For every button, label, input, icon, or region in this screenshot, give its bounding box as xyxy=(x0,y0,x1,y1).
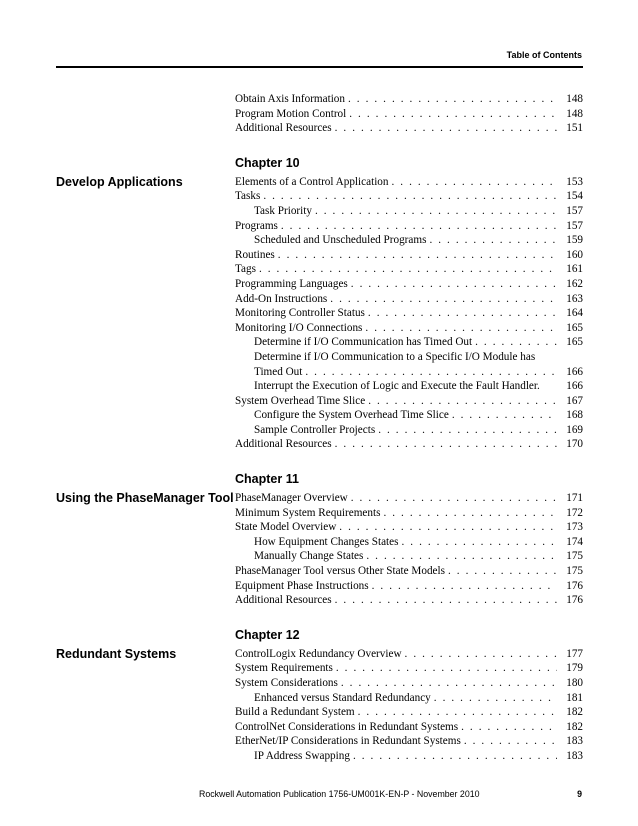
toc-entry-text: Sample Controller Projects xyxy=(254,423,376,436)
toc-entry[interactable] xyxy=(235,121,583,136)
dot-leader xyxy=(392,175,558,190)
toc-entry[interactable] xyxy=(235,204,583,219)
toc-entry-text: Enhanced versus Standard Redundancy xyxy=(254,691,431,704)
toc-entry-text: Add-On Instructions xyxy=(235,292,328,305)
toc-entry-text: Additional Resources xyxy=(235,594,332,607)
toc-entry[interactable] xyxy=(235,365,583,380)
dot-leader xyxy=(368,306,557,321)
toc-entry[interactable] xyxy=(235,705,583,720)
toc-entry[interactable] xyxy=(235,379,583,394)
toc-entry-page: 160 xyxy=(566,248,583,261)
toc-entry-page: 163 xyxy=(566,292,583,305)
toc-section xyxy=(56,623,583,764)
chapter-heading: Chapter 10 xyxy=(235,155,300,170)
dot-leader xyxy=(405,647,557,662)
toc-entry-page: 162 xyxy=(566,277,583,290)
toc-entry-page: 183 xyxy=(566,749,583,762)
dot-leader xyxy=(429,233,557,248)
toc-entry-page: 157 xyxy=(566,204,583,217)
dot-leader xyxy=(378,423,557,438)
toc-entry[interactable] xyxy=(235,506,583,521)
page-number: 9 xyxy=(577,789,582,799)
toc-entry-text: System Overhead Time Slice xyxy=(235,394,366,407)
dot-leader xyxy=(348,92,557,107)
dot-leader xyxy=(383,506,557,521)
dot-leader xyxy=(366,549,557,564)
toc-entry-list xyxy=(235,92,583,136)
toc-entry-page: 168 xyxy=(566,409,583,422)
toc-entry-text[interactable]: Determine if I/O Communication to a Specific I/O Module has xyxy=(254,350,536,363)
section-gap xyxy=(56,608,583,623)
toc-entry-page: 170 xyxy=(566,438,583,451)
toc-entry-text: Equipment Phase Instructions xyxy=(235,579,369,592)
toc-entry[interactable] xyxy=(235,394,583,409)
dot-leader xyxy=(368,394,557,409)
dot-leader xyxy=(402,535,558,550)
dot-leader xyxy=(335,121,557,136)
toc-entry-page: 164 xyxy=(566,307,583,320)
dot-leader xyxy=(339,520,557,535)
toc-entry[interactable] xyxy=(235,691,583,706)
toc-entry-text: Obtain Axis Information xyxy=(235,93,345,105)
toc-section xyxy=(56,151,583,452)
toc-entry-page: 175 xyxy=(566,565,583,578)
toc-entry[interactable] xyxy=(235,661,583,676)
toc-entry[interactable] xyxy=(235,423,583,438)
chapter-heading: Chapter 11 xyxy=(235,472,299,487)
toc-entry-page: 181 xyxy=(566,691,583,704)
toc-entry-text: System Considerations xyxy=(235,677,338,689)
toc-entry-text: Routines xyxy=(235,248,275,261)
toc-entry-text: System Requirements xyxy=(235,662,333,675)
toc-entry-text: Minimum System Requirements xyxy=(235,506,381,519)
dot-leader xyxy=(263,189,557,204)
toc-entry-page: 182 xyxy=(566,720,583,733)
toc-entry-page: 172 xyxy=(566,506,583,519)
toc-entry-page: 165 xyxy=(566,321,583,334)
dot-leader xyxy=(452,408,557,423)
dot-leader xyxy=(353,749,557,764)
dot-leader xyxy=(259,262,557,277)
toc-entry[interactable] xyxy=(235,520,583,535)
dot-leader xyxy=(335,593,557,608)
toc-entry-page: 180 xyxy=(566,677,583,689)
publication-info: Rockwell Automation Publication 1756-UM001K-EN-P - November 2010 xyxy=(199,789,480,799)
section-title: Develop Applications xyxy=(56,174,183,189)
toc-entry-text: IP Address Swapping xyxy=(254,749,350,762)
toc-section xyxy=(56,467,583,608)
dot-leader xyxy=(351,277,557,292)
toc-entry[interactable] xyxy=(235,579,583,594)
toc-entry-text: Additional Resources xyxy=(235,438,332,451)
section-title: Redundant Systems xyxy=(56,646,177,661)
toc-entry-text: EtherNet/IP Considerations in Redundant Systems xyxy=(235,735,461,748)
toc-entry-page: 175 xyxy=(566,550,583,563)
toc-entry-text: Task Priority xyxy=(254,204,312,217)
toc-entry-page: 154 xyxy=(566,190,583,203)
toc-entry-page: 171 xyxy=(566,492,583,505)
toc-entry[interactable] xyxy=(235,219,583,234)
toc-entry-page: 157 xyxy=(566,219,583,232)
dot-leader xyxy=(335,437,557,452)
dot-leader xyxy=(336,661,557,676)
dot-leader xyxy=(341,676,557,691)
toc-entry-list xyxy=(235,647,583,764)
toc-entry[interactable] xyxy=(235,189,583,204)
toc-entry-text: Build a Redundant System xyxy=(235,706,355,719)
toc-entry-page: 183 xyxy=(566,735,583,748)
toc-entry-text: Monitoring Controller Status xyxy=(235,307,365,320)
toc-entry[interactable] xyxy=(235,749,583,764)
toc-entry-text: PhaseManager Tool versus Other State Models xyxy=(235,565,445,578)
dot-leader xyxy=(305,365,557,380)
dot-leader xyxy=(330,292,557,307)
toc-entry-page: 179 xyxy=(566,662,583,675)
toc-entry-page: 159 xyxy=(566,234,583,247)
running-header-title: Table of Contents xyxy=(506,50,582,60)
toc-entry-page: 153 xyxy=(566,175,583,188)
toc-entry[interactable] xyxy=(235,647,583,662)
toc-entry-page: 176 xyxy=(566,579,583,592)
toc-entry-page: 148 xyxy=(566,93,583,105)
dot-leader xyxy=(372,579,557,594)
toc-entry-text: Additional Resources xyxy=(235,122,332,135)
toc-entry[interactable] xyxy=(235,335,583,350)
toc-entry[interactable] xyxy=(235,92,583,107)
toc-entry-page: 148 xyxy=(566,107,583,120)
toc-entry-page: 169 xyxy=(566,423,583,436)
toc-entry-text: State Model Overview xyxy=(235,521,337,534)
toc-entry[interactable] xyxy=(235,564,583,579)
toc-entry-text: Tasks xyxy=(235,190,261,203)
dot-leader xyxy=(434,691,557,706)
table-of-contents xyxy=(56,92,583,764)
toc-entry-text: PhaseManager Overview xyxy=(235,492,348,505)
toc-entry-text: Configure the System Overhead Time Slice xyxy=(254,409,449,422)
toc-entry-list xyxy=(235,175,583,452)
toc-entry-text: Programming Languages xyxy=(235,277,348,290)
dot-leader xyxy=(365,321,557,336)
toc-entry[interactable] xyxy=(235,593,583,608)
toc-entry[interactable] xyxy=(235,262,583,277)
toc-entry-text: Timed Out xyxy=(254,365,303,378)
dot-leader xyxy=(315,204,557,219)
dot-leader xyxy=(349,107,557,122)
toc-entry-page: 161 xyxy=(566,263,583,276)
chapter-heading: Chapter 12 xyxy=(235,627,300,642)
toc-entry[interactable] xyxy=(235,175,583,190)
toc-entry-list xyxy=(235,491,583,608)
toc-entry-page: 177 xyxy=(566,647,583,660)
toc-entry-text: How Equipment Changes States xyxy=(254,535,399,548)
section-gap xyxy=(56,136,583,151)
toc-entry-page: 174 xyxy=(566,535,583,548)
toc-entry-text: Programs xyxy=(235,219,278,232)
toc-entry-page: 165 xyxy=(566,336,583,349)
toc-entry[interactable] xyxy=(235,321,583,336)
toc-entry-text: Determine if I/O Communication has Timed Out xyxy=(254,336,473,349)
toc-entry-text: Elements of a Control Application xyxy=(235,175,389,188)
toc-entry-page: 166 xyxy=(566,380,583,393)
toc-entry[interactable] xyxy=(235,676,583,691)
toc-entry-text: Tags xyxy=(235,263,256,276)
toc-entry-text: ControlLogix Redundancy Overview xyxy=(235,647,402,660)
dot-leader xyxy=(278,248,557,263)
toc-entry[interactable] xyxy=(235,535,583,550)
toc-entry-text: Scheduled and Unscheduled Programs xyxy=(254,234,427,247)
toc-entry-text: Monitoring I/O Connections xyxy=(235,321,363,334)
dot-leader xyxy=(351,491,557,506)
toc-entry[interactable] xyxy=(235,233,583,248)
header-rule xyxy=(56,66,583,68)
toc-entry-text: Manually Change States xyxy=(254,550,364,563)
toc-entry-page: 182 xyxy=(566,706,583,719)
section-title: Using the PhaseManager Tool xyxy=(56,491,234,506)
toc-entry-text: Program Motion Control xyxy=(235,107,347,120)
toc-entry[interactable] xyxy=(235,437,583,452)
toc-entry[interactable] xyxy=(235,107,583,122)
dot-leader xyxy=(281,219,557,234)
toc-entry[interactable] xyxy=(235,549,583,564)
toc-entry-text: Interrupt the Execution of Logic and Execute the Fault Handler. xyxy=(254,380,540,393)
toc-entry[interactable] xyxy=(235,306,583,321)
toc-entry-page: 167 xyxy=(566,394,583,407)
toc-entry-page: 151 xyxy=(566,122,583,135)
toc-entry[interactable] xyxy=(235,277,583,292)
toc-entry-page: 173 xyxy=(566,521,583,534)
toc-entry-page: 176 xyxy=(566,594,583,607)
toc-entry[interactable] xyxy=(235,292,583,307)
dot-leader xyxy=(461,720,557,735)
toc-entry-page: 166 xyxy=(566,365,583,378)
dot-leader xyxy=(448,564,557,579)
toc-entry[interactable] xyxy=(235,248,583,263)
toc-entry[interactable] xyxy=(235,734,583,749)
toc-entry[interactable] xyxy=(235,720,583,735)
dot-leader xyxy=(358,705,557,720)
toc-section xyxy=(56,92,583,136)
dot-leader xyxy=(464,734,557,749)
dot-leader xyxy=(475,335,557,350)
toc-entry[interactable] xyxy=(235,408,583,423)
section-gap xyxy=(56,452,583,467)
toc-entry[interactable] xyxy=(235,491,583,506)
toc-entry-text: ControlNet Considerations in Redundant Systems xyxy=(235,720,459,733)
